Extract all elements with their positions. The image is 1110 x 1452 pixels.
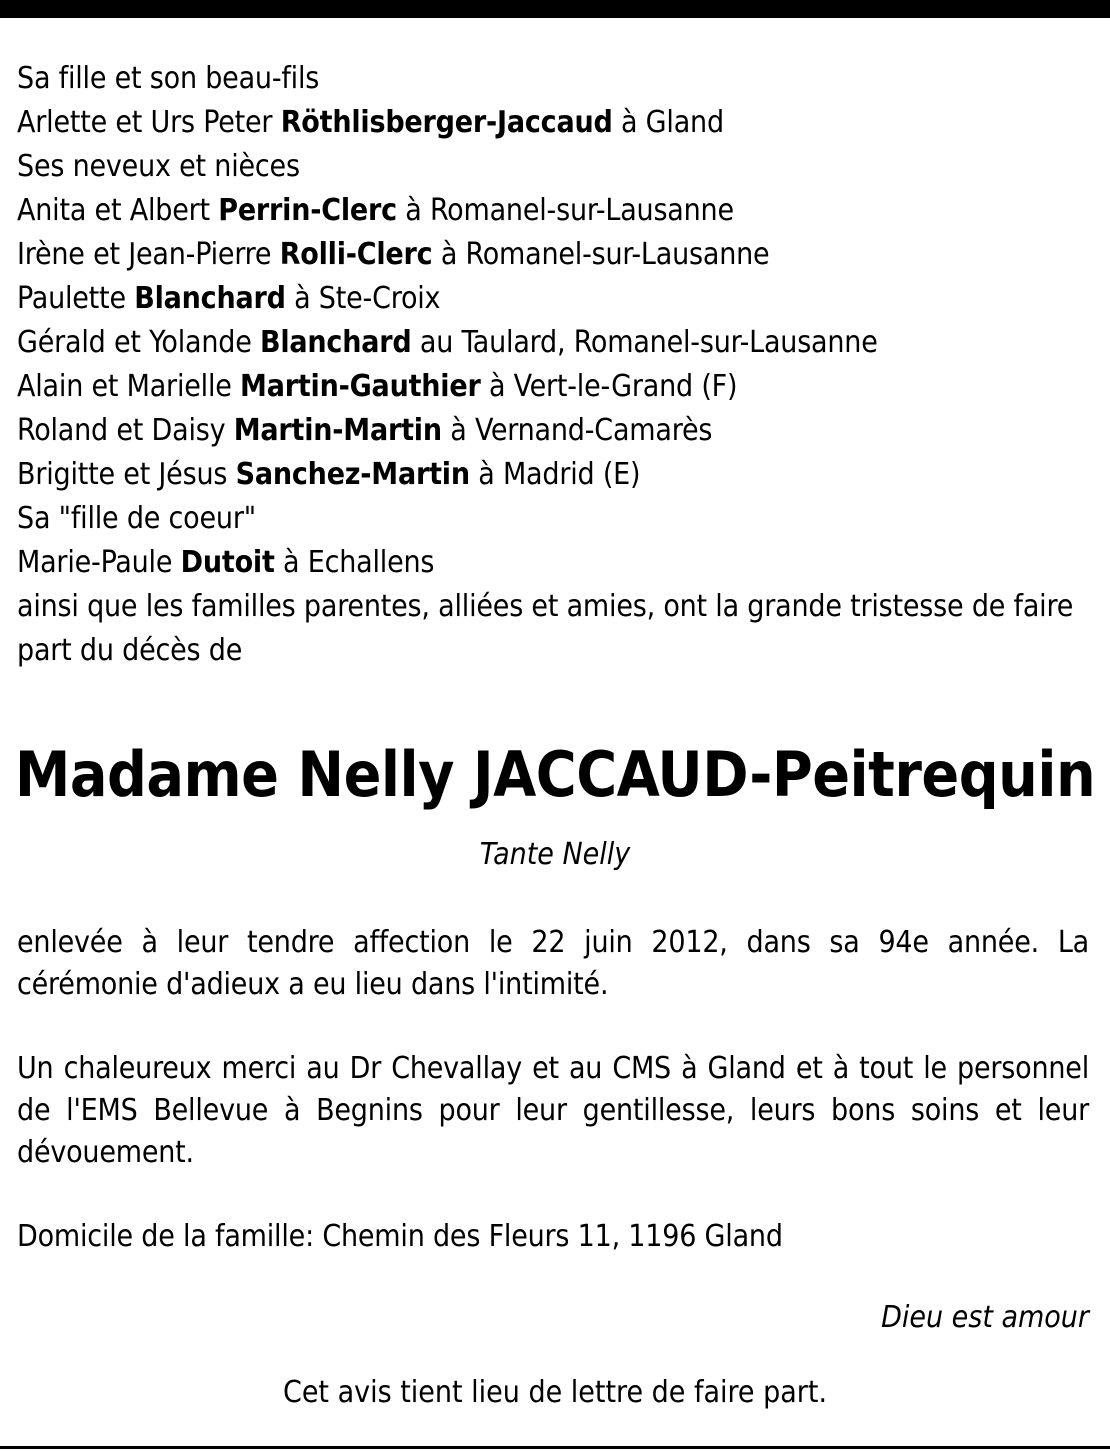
closing-note: Cet avis tient lieu de lettre de faire part. [282, 1375, 828, 1410]
family-line: Brigitte et Jésus Sanchez-Martin à Madrid (E) [17, 457, 641, 492]
family-line: Roland et Daisy Martin-Martin à Vernand-Camarès [17, 413, 713, 448]
death-notice-paragraph: enlevée à leur tendre affection le 22 juin 2012, dans sa 94e année. La cérémonie d'adieux a eu lieu dans l'intimité. [17, 925, 1089, 1002]
family-line: Ses neveux et nièces [17, 149, 300, 184]
family-line: Gérald et Yolande Blanchard au Taulard, Romanel-sur-Lausanne [17, 325, 878, 360]
deceased-nickname: Tante Nelly [479, 837, 631, 872]
top-border-rule [0, 0, 1110, 18]
family-line: Sa "fille de coeur" [17, 501, 256, 536]
motto: Dieu est amour [881, 1300, 1089, 1335]
family-line: Alain et Marielle Martin-Gauthier à Vert-le-Grand (F) [17, 369, 738, 404]
thanks-paragraph: Un chaleureux merci au Dr Chevallay et au CMS à Gland et à tout le personnel de l'EMS Bellevue à Begnins pour leur gentillesse, leurs bons soins et leur dévouement. [17, 1051, 1089, 1170]
announcement-text: ainsi que les familles parentes, alliées et amies, ont la grande tristesse de faire part du décès de [17, 589, 1074, 668]
family-line: Sa fille et son beau-fils [17, 61, 320, 96]
family-address: Domicile de la famille: Chemin des Fleurs 11, 1196 Gland [17, 1219, 783, 1254]
family-line: Marie-Paule Dutoit à Echallens [17, 545, 435, 580]
bottom-border-rule [0, 1446, 1110, 1449]
deceased-name: Madame Nelly JACCAUD-Peitrequin [14, 738, 1096, 811]
family-line: Paulette Blanchard à Ste-Croix [17, 281, 441, 316]
family-list [17, 57, 1092, 673]
family-line: Irène et Jean-Pierre Rolli-Clerc à Romanel-sur-Lausanne [17, 237, 770, 272]
family-line: Arlette et Urs Peter Röthlisberger-Jaccaud à Gland [17, 105, 724, 140]
family-line: Anita et Albert Perrin-Clerc à Romanel-sur-Lausanne [17, 193, 734, 228]
